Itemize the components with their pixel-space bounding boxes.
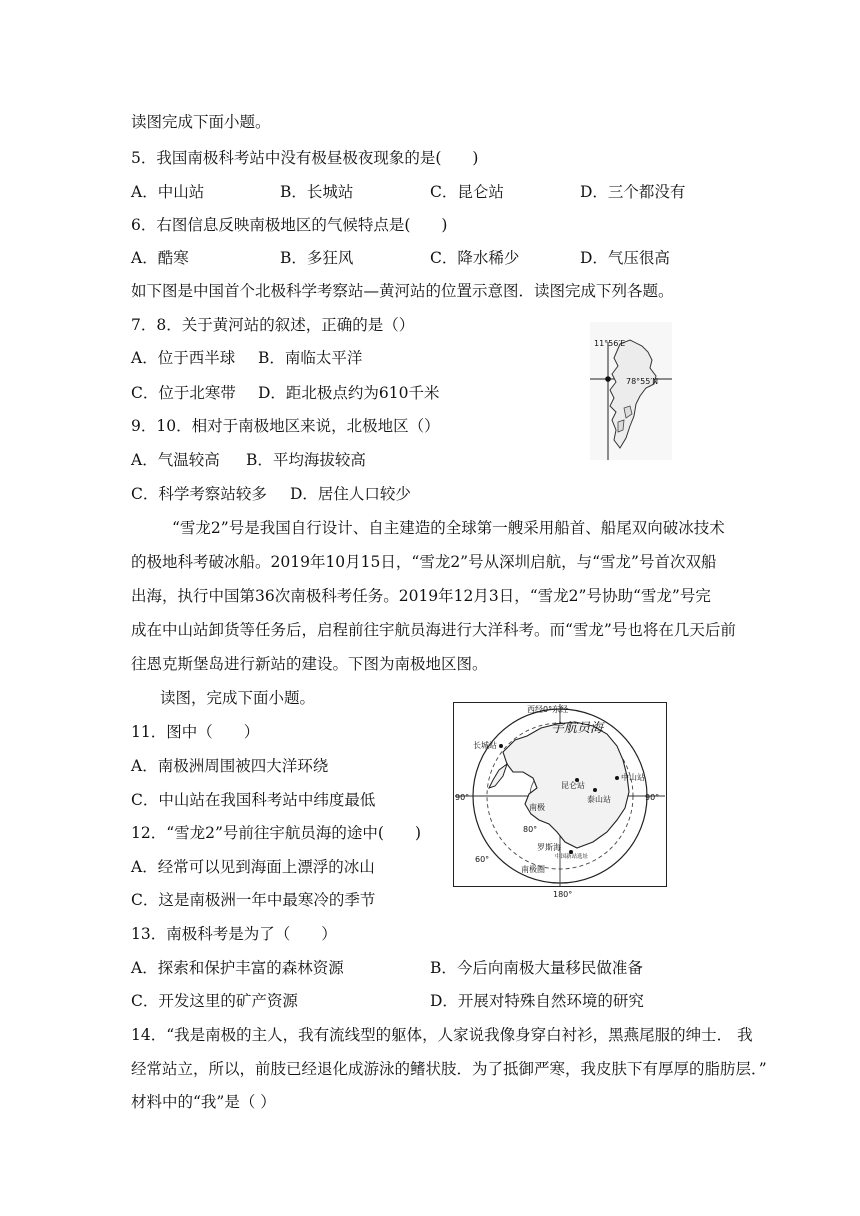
map2-bottom-label: 180°: [553, 890, 573, 899]
q13-option-b: B．今后向南极大量移民做准备: [430, 959, 643, 977]
q6-option-c: C．降水稀少: [430, 249, 520, 267]
q78-option-b: B．南临太平洋: [258, 349, 363, 367]
question-14-line-2: 经常站立，所以，前肢已经退化成游泳的鳍状肢．为了抵御严寒，我皮肤下有厚厚的脂肪层．”: [131, 1060, 767, 1078]
question-5: 5．我国南极科考站中没有极昼极夜现象的是( ): [131, 149, 479, 167]
passage-line-5: 往恩克斯堡岛进行新站的建设。下图为南极地区图。: [131, 655, 488, 673]
map2-pole-label: 南极: [529, 803, 545, 812]
map2-sea-label: 宇航员海: [551, 721, 604, 736]
map2-kunlun-label: 昆仑站: [561, 781, 585, 790]
q5-option-a: A．中山站: [131, 183, 205, 201]
map1-lon-label: 11°56′E: [594, 339, 626, 348]
q13-option-c: C．开发这里的矿产资源: [131, 992, 298, 1010]
q12-option-a: A．经常可以见到海面上漂浮的冰山: [131, 858, 375, 876]
map2-taishan-label: 泰山站: [587, 795, 611, 804]
q5-option-d: D．三个都没有: [580, 183, 686, 201]
map2-80deg-label: 80°: [523, 825, 538, 834]
intro-text-3: 读图，完成下面小题。: [160, 689, 316, 707]
q910-option-c: C．科学考察站较多: [131, 485, 267, 503]
question-6: 6．右图信息反映南极地区的气候特点是( ): [131, 216, 448, 234]
question-13: 13．南极科考是为了（ ）: [131, 925, 337, 943]
map2-zhongshan-label: 中山站: [621, 773, 645, 782]
q910-option-d: D．居住人口较少: [290, 485, 411, 503]
q11-option-a: A．南极洲周围被四大洋环绕: [131, 757, 329, 775]
q78-option-a: A．位于西半球: [131, 349, 236, 367]
q6-option-b: B．多狂风: [280, 249, 354, 267]
passage-line-4: 成在中山站卸货等任务后，启程前往宇航员海进行大洋科考。而“雪龙”号也将在几天后前: [131, 621, 736, 639]
passage-line-1: “雪龙2”号是我国自行设计、自主建造的全球第一艘采用船首、船尾双向破冰技术: [172, 519, 725, 537]
map1-lat-label: 78°55′N: [626, 377, 659, 386]
q910-option-a: A．气温较高: [131, 451, 220, 469]
map2-top-label: 西经0°东经: [527, 705, 569, 714]
question-14-line-3: 材料中的“我”是（ ）: [131, 1093, 276, 1111]
q78-option-c: C．位于北寒带: [131, 384, 236, 402]
question-12: 12．“雪龙2”号前往宇航员海的途中( ): [131, 824, 422, 842]
q13-option-d: D．开展对特殊自然环境的研究: [430, 992, 644, 1010]
map2-station-label: 中国新站选址: [555, 854, 589, 860]
question-9-10: 9．10．相对于南极地区来说，北极地区（）: [131, 417, 440, 435]
q6-option-d: D．气压很高: [580, 249, 670, 267]
map2-luosi-label: 罗斯海: [537, 843, 561, 852]
map2-right90-label: 90°: [645, 793, 660, 802]
map2-left90-label: 90°: [455, 793, 470, 802]
question-7-8: 7．8．关于黄河站的叙述，正确的是（）: [131, 316, 415, 334]
q5-option-b: B．长城站: [280, 183, 354, 201]
q910-option-b: B．平均海拔较高: [246, 451, 366, 469]
map2-circle-label: 南极圈: [521, 865, 545, 874]
q12-option-c: C．这是南极洲一年中最寒冷的季节: [131, 891, 376, 909]
intro-text: 读图完成下面小题。: [131, 113, 271, 131]
intro-text-2: 如下图是中国首个北极科学考察站—黄河站的位置示意图．读图完成下列各题。: [131, 282, 674, 300]
passage-line-2: 的极地科考破冰船。2019年10月15日，“雪龙2”号从深圳启航，与“雪龙”号首次双船: [131, 553, 717, 571]
huanghe-station-map: [590, 322, 672, 460]
q5-option-c: C．昆仑站: [430, 183, 504, 201]
q78-option-d: D．距北极点约为610千米: [258, 384, 440, 402]
q13-option-a: A．探索和保护丰富的森林资源: [131, 959, 344, 977]
q11-option-c: C．中山站在我国科考站中纬度最低: [131, 791, 376, 809]
q6-option-a: A．酷寒: [131, 249, 189, 267]
map2-60deg-label: 60°: [475, 855, 490, 864]
passage-line-3: 出海，执行中国第36次南极科考任务。2019年12月3日，“雪龙2”号协助“雪龙”号完: [131, 587, 711, 605]
question-11: 11．图中（ ）: [131, 723, 260, 741]
antarctica-map: [453, 692, 667, 899]
map2-changcheng-label: 长城站: [473, 741, 497, 750]
question-14-line-1: 14．“我是南极的主人，我有流线型的躯体，人家说我像身穿白衬衫，黑燕尾服的绅士． 我: [131, 1026, 753, 1044]
